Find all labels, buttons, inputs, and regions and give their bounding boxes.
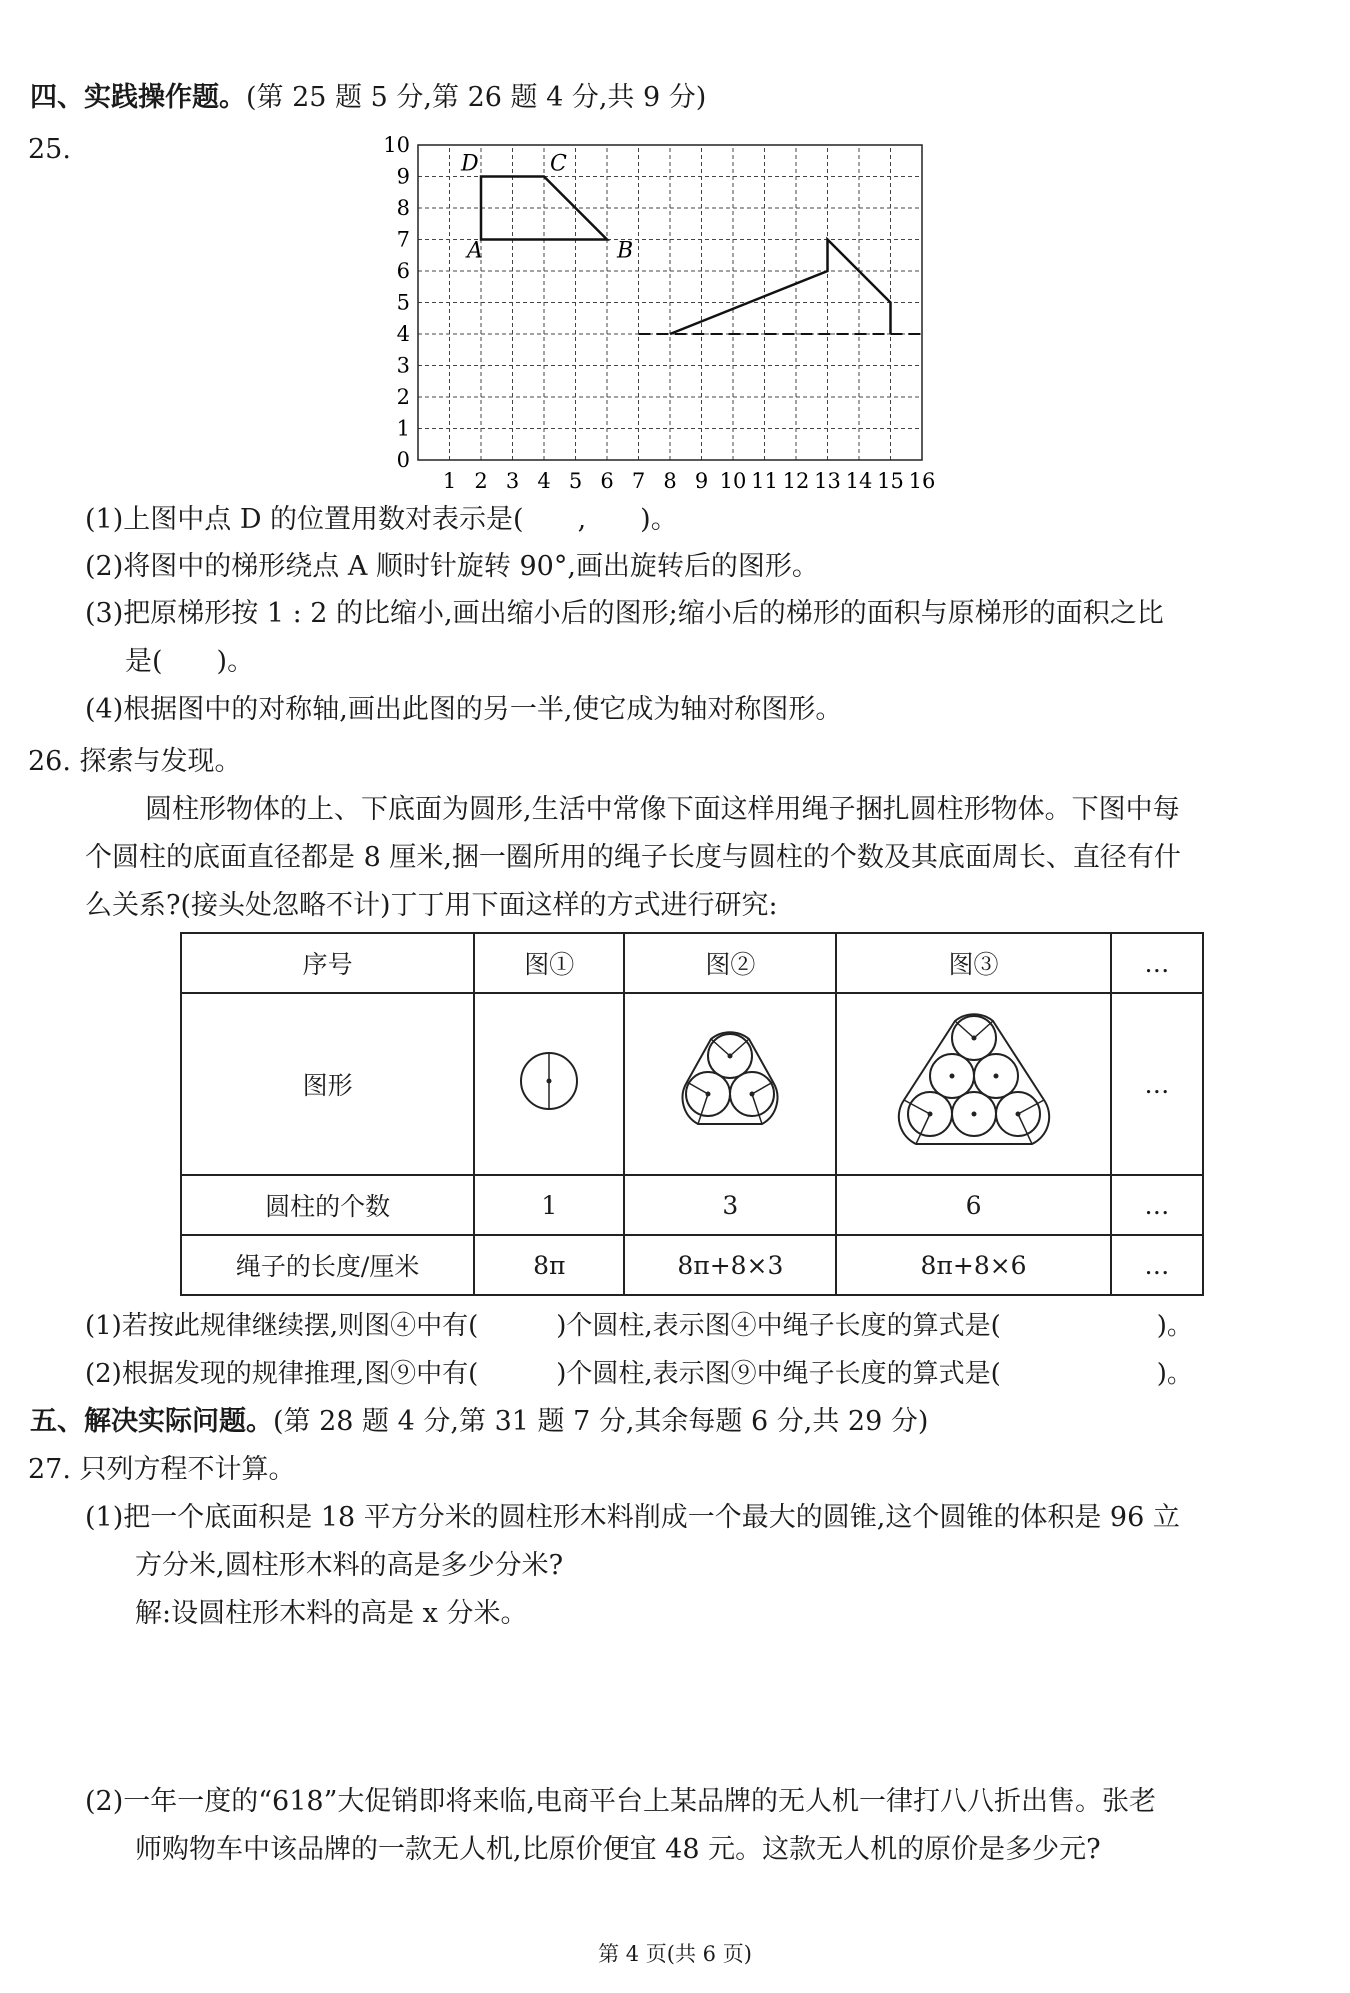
q25-sub3a: (3)把原梯形按 1 : 2 的比缩小,画出缩小后的图形;缩小后的梯形的面积与原梯形的面积之比 <box>85 598 1164 629</box>
point-label-c: C <box>550 151 567 177</box>
fig3-bundle <box>874 996 1074 1166</box>
q25-number: 25. <box>28 134 71 165</box>
x-tick-label: 10 <box>719 469 747 493</box>
q26-para2: 个圆柱的底面直径都是 8 厘米,捆一圈所用的绳子长度与圆柱的个数及其底面周长、直径有什 <box>85 842 1181 873</box>
q27-number: 27. <box>28 1454 71 1485</box>
pattern-table <box>180 932 1204 1296</box>
half-figure-shape <box>670 240 891 335</box>
x-tick-label: 13 <box>814 469 841 493</box>
point-label-b: B <box>617 238 634 264</box>
count-fig3: 6 <box>836 1175 1110 1235</box>
y-tick-label: 8 <box>396 196 410 220</box>
x-tick-label: 3 <box>505 469 520 493</box>
x-tick-label: 7 <box>631 469 646 493</box>
q27-sub2b: 师购物车中该品牌的一款无人机,比原价便宜 48 元。这款无人机的原价是多少元? <box>135 1834 1101 1865</box>
fig3-cell <box>836 993 1110 1175</box>
table-header-row <box>181 933 1203 993</box>
y-tick-label: 1 <box>396 416 410 441</box>
y-tick-label: 4 <box>396 322 410 346</box>
q27-sub1c: 解:设圆柱形木料的高是 x 分米。 <box>135 1598 528 1629</box>
section4-title-text: 四、实践操作题。 <box>30 82 246 113</box>
header-cell-fig1: 图① <box>474 933 624 993</box>
grid-svg <box>370 130 940 500</box>
page-footer: 第 4 页(共 6 页) <box>598 1942 752 1966</box>
x-tick-label: 11 <box>751 469 778 493</box>
fig1-bundle <box>514 1046 584 1116</box>
x-tick-label: 12 <box>782 469 810 493</box>
q27-sub1b: 方分米,圆柱形木料的高是多少分米? <box>135 1550 564 1581</box>
q26-sub2: (2)根据发现的规律推理,图⑨中有( )个圆柱,表示图⑨中绳子长度的算式是( )。 <box>85 1359 1193 1389</box>
x-tick-label: 5 <box>568 469 583 493</box>
y-tick-label: 5 <box>396 290 410 315</box>
y-tick-label: 6 <box>396 259 410 283</box>
y-tick-label: 9 <box>396 164 410 189</box>
length-more: … <box>1111 1235 1203 1295</box>
q25-sub3b: 是( )。 <box>125 646 255 677</box>
count-fig2: 3 <box>624 1175 836 1235</box>
q26-heading <box>28 744 242 780</box>
length-fig2: 8π+8×3 <box>624 1235 836 1295</box>
section5-title <box>30 1404 928 1440</box>
x-tick-label: 8 <box>663 469 677 493</box>
table-length-row <box>181 1235 1203 1295</box>
count-row-label: 圆柱的个数 <box>181 1175 474 1235</box>
q26-sub1: (1)若按此规律继续摆,则图④中有( )个圆柱,表示图④中绳子长度的算式是( )。 <box>85 1311 1193 1341</box>
coordinate-grid <box>370 130 940 500</box>
table-shape-row <box>181 993 1203 1175</box>
q25-sub2: (2)将图中的梯形绕点 A 顺时针旋转 90°,画出旋转后的图形。 <box>85 551 819 582</box>
fig1-cell <box>474 993 624 1175</box>
y-tick-label: 2 <box>396 385 410 409</box>
q26-para1: 圆柱形物体的上、下底面为圆形,生活中常像下面这样用绳子捆扎圆柱形物体。下图中每 <box>145 794 1180 825</box>
y-tick-label: 3 <box>396 353 410 378</box>
shape-more-cell: … <box>1111 993 1203 1175</box>
y-tick-label: 10 <box>383 133 410 157</box>
x-tick-label: 9 <box>694 469 709 493</box>
fig2-cell <box>624 993 836 1175</box>
x-tick-label: 1 <box>442 469 457 493</box>
q27-heading <box>28 1452 296 1488</box>
length-fig3: 8π+8×6 <box>836 1235 1110 1295</box>
q27-sub2a: (2)一年一度的“618”大促销即将来临,电商平台上某品牌的无人机一律打八八折出售。张老 <box>85 1786 1156 1817</box>
length-row-label: 绳子的长度/厘米 <box>181 1235 474 1295</box>
section5-score: (第 28 题 4 分,第 31 题 7 分,其余每题 6 分,共 29 分) <box>273 1406 929 1437</box>
fig2-bundle <box>660 1016 800 1146</box>
x-tick-label: 6 <box>600 469 614 493</box>
x-tick-label: 15 <box>877 469 904 493</box>
x-tick-label: 2 <box>474 469 488 493</box>
q26-number: 26. <box>28 746 71 777</box>
x-tick-label: 4 <box>537 469 551 493</box>
shape-row-label: 图形 <box>181 993 474 1175</box>
section4-title <box>30 80 706 116</box>
header-cell-more: … <box>1111 933 1203 993</box>
q27-title: 只列方程不计算。 <box>79 1454 296 1485</box>
length-fig1: 8π <box>474 1235 624 1295</box>
y-tick-label: 0 <box>396 448 410 472</box>
section4-score: (第 25 题 5 分,第 26 题 4 分,共 9 分) <box>246 82 707 113</box>
x-tick-label: 14 <box>845 469 873 493</box>
header-cell-fig3: 图③ <box>836 933 1110 993</box>
section5-title-text: 五、解决实际问题。 <box>30 1406 273 1437</box>
q27-sub1a: (1)把一个底面积是 18 平方分米的圆柱形木料削成一个最大的圆锥,这个圆锥的体积是 96 立 <box>85 1502 1180 1533</box>
x-tick-label: 16 <box>908 469 936 493</box>
q26-title: 探索与发现。 <box>79 746 242 777</box>
table-count-row <box>181 1175 1203 1235</box>
count-fig1: 1 <box>474 1175 624 1235</box>
point-label-a: A <box>467 238 483 264</box>
count-more: … <box>1111 1175 1203 1235</box>
point-label-d: D <box>461 151 479 177</box>
header-cell-index: 序号 <box>181 933 474 993</box>
q25-sub4: (4)根据图中的对称轴,画出此图的另一半,使它成为轴对称图形。 <box>85 694 843 725</box>
q26-para3: 么关系?(接头处忽略不计)丁丁用下面这样的方式进行研究: <box>85 890 778 921</box>
q25-sub1: (1)上图中点 D 的位置用数对表示是( , )。 <box>85 504 678 535</box>
y-tick-label: 7 <box>396 227 410 252</box>
header-cell-fig2: 图② <box>624 933 836 993</box>
